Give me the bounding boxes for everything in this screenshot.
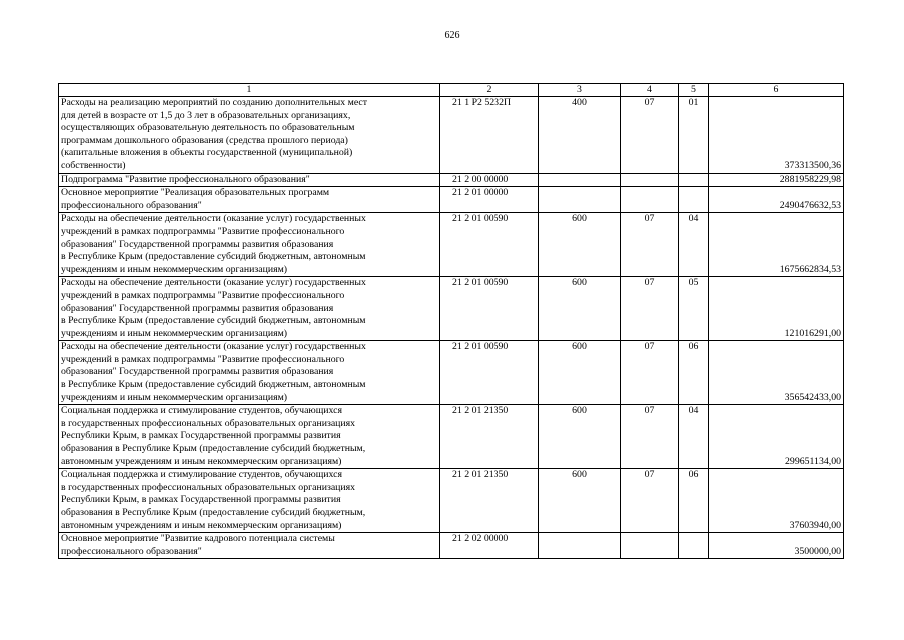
row-amount-cell: 373313500,36 bbox=[709, 97, 844, 174]
row-col5-cell: 04 bbox=[679, 405, 709, 469]
row-name-cell: Подпрограмма "Развитие профессионального образования" bbox=[59, 173, 440, 187]
row-col3-cell: 600 bbox=[539, 213, 621, 277]
row-code-cell: 21 2 01 00590 bbox=[440, 213, 539, 277]
budget-table bbox=[58, 83, 844, 559]
table-header-row bbox=[59, 84, 844, 97]
row-code-cell: 21 2 01 21350 bbox=[440, 469, 539, 533]
row-name-cell: Социальная поддержка и стимулирование студентов, обучающихся в государственных профессиональных образовательных организациях Республики Крым, в рамках Государственной программы развития образования в Республике Крым (предоставление субсидий бюджетным, автономным учреждениям и иным некоммерческим организациям) bbox=[59, 405, 440, 469]
row-code-cell: 21 2 01 00000 bbox=[440, 187, 539, 213]
row-col4-cell: 07 bbox=[621, 405, 679, 469]
row-col3-cell: 600 bbox=[539, 277, 621, 341]
row-col4-cell: 07 bbox=[621, 341, 679, 405]
row-col4-cell bbox=[621, 187, 679, 213]
table-row bbox=[59, 341, 844, 405]
row-col4-cell: 07 bbox=[621, 97, 679, 174]
row-col4-cell: 07 bbox=[621, 277, 679, 341]
row-col5-cell: 04 bbox=[679, 213, 709, 277]
row-name-cell: Расходы на обеспечение деятельности (оказание услуг) государственных учреждений в рамках подпрограммы "Развитие профессионального образования" Государственной программы развития образования в Республике Крым (предоставление субсидий бюджетным, автономным учреждениям и иным некоммерческим организациям) bbox=[59, 213, 440, 277]
row-code-cell: 21 2 01 21350 bbox=[440, 405, 539, 469]
row-name-cell: Основное мероприятие "Развитие кадрового потенциала системы профессионального образования" bbox=[59, 533, 440, 559]
row-code-cell: 21 2 02 00000 bbox=[440, 533, 539, 559]
row-col5-cell: 06 bbox=[679, 469, 709, 533]
row-amount-cell: 299651134,00 bbox=[709, 405, 844, 469]
row-col4-cell: 07 bbox=[621, 213, 679, 277]
row-amount-cell: 3500000,00 bbox=[709, 533, 844, 559]
table-row bbox=[59, 405, 844, 469]
row-amount-cell: 356542433,00 bbox=[709, 341, 844, 405]
column-header: 2 bbox=[440, 84, 539, 97]
row-name-cell: Основное мероприятие "Реализация образовательных программ профессионального образования" bbox=[59, 187, 440, 213]
row-col3-cell: 600 bbox=[539, 469, 621, 533]
table-row bbox=[59, 213, 844, 277]
row-amount-cell: 2490476632,53 bbox=[709, 187, 844, 213]
table-row bbox=[59, 187, 844, 213]
table-row bbox=[59, 533, 844, 559]
table-row bbox=[59, 469, 844, 533]
row-col3-cell: 600 bbox=[539, 405, 621, 469]
row-name-cell: Расходы на обеспечение деятельности (оказание услуг) государственных учреждений в рамках подпрограммы "Развитие профессионального образования" Государственной программы развития образования в Республике Крым (предоставление субсидий бюджетным, автономным учреждениям и иным некоммерческим организациям) bbox=[59, 277, 440, 341]
column-header: 3 bbox=[539, 84, 621, 97]
row-col3-cell bbox=[539, 533, 621, 559]
row-col5-cell: 01 bbox=[679, 97, 709, 174]
row-col4-cell: 07 bbox=[621, 469, 679, 533]
table-row bbox=[59, 277, 844, 341]
row-code-cell: 21 2 00 00000 bbox=[440, 173, 539, 187]
row-name-cell: Социальная поддержка и стимулирование студентов, обучающихся в государственных профессиональных образовательных организациях Республики Крым, в рамках Государственной программы развития образования в Республике Крым (предоставление субсидий бюджетным, автономным учреждениям и иным некоммерческим организациям) bbox=[59, 469, 440, 533]
table-row bbox=[59, 173, 844, 187]
row-col5-cell: 06 bbox=[679, 341, 709, 405]
row-col3-cell bbox=[539, 173, 621, 187]
row-amount-cell: 1675662834,53 bbox=[709, 213, 844, 277]
row-col5-cell bbox=[679, 187, 709, 213]
row-col3-cell: 400 bbox=[539, 97, 621, 174]
row-col5-cell: 05 bbox=[679, 277, 709, 341]
row-code-cell: 21 1 Р2 5232П bbox=[440, 97, 539, 174]
row-code-cell: 21 2 01 00590 bbox=[440, 341, 539, 405]
row-name-cell: Расходы на реализацию мероприятий по созданию дополнительных мест для детей в возрасте от 1,5 до 3 лет в образовательных организациях, осуществляющих образовательную деятельность по образовательным программам дошкольного образования (средства прошлого периода) (капитальные вложения в объекты государственной (муниципальной) собственности) bbox=[59, 97, 440, 174]
column-header: 6 bbox=[709, 84, 844, 97]
row-amount-cell: 37603940,00 bbox=[709, 469, 844, 533]
row-col4-cell bbox=[621, 533, 679, 559]
table-row bbox=[59, 97, 844, 174]
row-col4-cell bbox=[621, 173, 679, 187]
row-code-cell: 21 2 01 00590 bbox=[440, 277, 539, 341]
row-col5-cell bbox=[679, 533, 709, 559]
row-col3-cell bbox=[539, 187, 621, 213]
row-amount-cell: 2881958229,98 bbox=[709, 173, 844, 187]
row-name-cell: Расходы на обеспечение деятельности (оказание услуг) государственных учреждений в рамках подпрограммы "Развитие профессионального образования" Государственной программы развития образования в Республике Крым (предоставление субсидий бюджетным, автономным учреждениям и иным некоммерческим организациям) bbox=[59, 341, 440, 405]
row-col3-cell: 600 bbox=[539, 341, 621, 405]
column-header: 5 bbox=[679, 84, 709, 97]
page-number: 626 bbox=[444, 30, 460, 41]
column-header: 1 bbox=[59, 84, 440, 97]
row-col5-cell bbox=[679, 173, 709, 187]
column-header: 4 bbox=[621, 84, 679, 97]
row-amount-cell: 121016291,00 bbox=[709, 277, 844, 341]
